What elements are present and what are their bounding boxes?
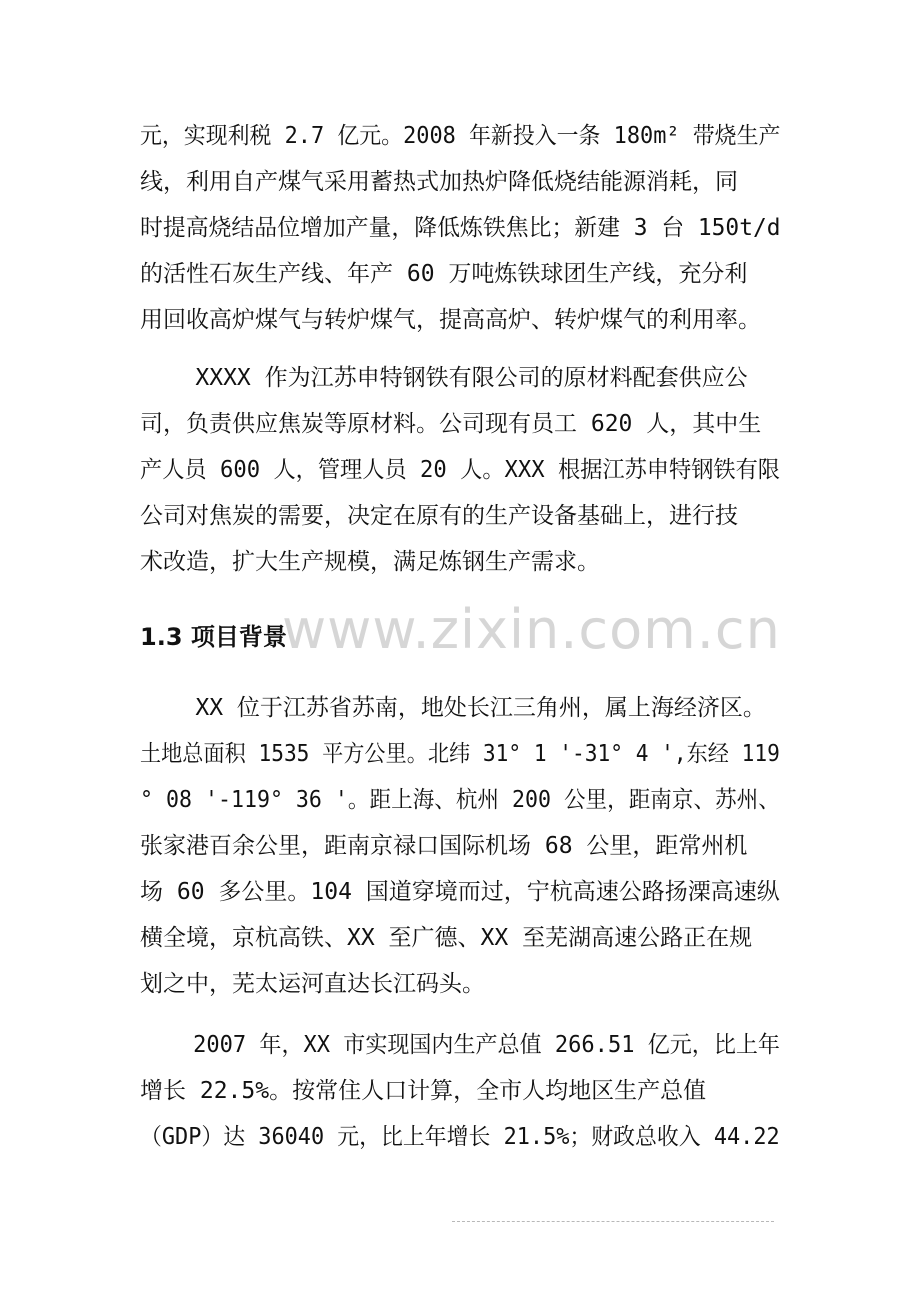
paragraph-economy: [140, 1022, 780, 1160]
paragraph-supplier: [140, 355, 780, 585]
text-line: 时提高烧结品位增加产量，降低炼铁焦比；新建 3 台 150t/d: [140, 215, 781, 241]
watermark: www.zixin.com.cn: [282, 598, 781, 661]
text-line: XX 位于江苏省苏南，地处长江三角州，属上海经济区。: [140, 695, 766, 721]
text-line: 元，实现利税 2.7 亿元。2008 年新投入一条 180m² 带烧生产: [140, 123, 781, 149]
text-line: 横全境，京杭高铁、XX 至广德、XX 至芜湖高速公路正在规: [140, 925, 753, 951]
text-line: 公司对焦炭的需要，决定在原有的生产设备基础上，进行技: [140, 503, 738, 529]
footer-divider: [452, 1221, 774, 1222]
text-line: 术改造，扩大生产规模，满足炼钢生产需求。: [140, 549, 600, 575]
text-line: 土地总面积 1535 平方公里。北纬 31° 1 '-31° 4 ',东经 119: [140, 741, 780, 767]
text-line: 2007 年，XX 市实现国内生产总值 266.51 亿元，比上年: [140, 1032, 780, 1058]
text-line: 张家港百余公里，距南京禄口国际机场 68 公里，距常州机: [140, 833, 748, 859]
paragraph-location: [140, 685, 780, 1007]
paragraph-company-output: [140, 113, 780, 343]
text-line: （GDP）达 36040 元，比上年增长 21.5%；财政总收入 44.22: [140, 1124, 780, 1150]
text-line: 划之中，芜太运河直达长江码头。: [140, 971, 485, 997]
text-line: XXXX 作为江苏申特钢铁有限公司的原材料配套供应公: [140, 365, 748, 391]
text-line: ° 08 '-119° 36 '。距上海、杭州 200 公里，距南京、苏州、: [140, 787, 780, 813]
text-line: 的活性石灰生产线、年产 60 万吨炼铁球团生产线，充分利: [140, 261, 748, 287]
text-line: 用回收高炉煤气与转炉煤气，提高高炉、转炉煤气的利用率。: [140, 307, 761, 333]
text-line: 增长 22.5%。按常住人口计算，全市人均地区生产总值: [140, 1078, 707, 1104]
section-heading: 1.3 项目背景: [140, 623, 287, 651]
text-line: 场 60 多公里。104 国道穿境而过，宁杭高速公路扬溧高速纵: [140, 879, 780, 905]
text-line: 产人员 600 人，管理人员 20 人。XXX 根据江苏申特钢铁有限: [140, 457, 781, 483]
text-line: 线，利用自产煤气采用蓄热式加热炉降低烧结能源消耗，同: [140, 169, 738, 195]
text-line: 司，负责供应焦炭等原材料。公司现有员工 620 人，其中生: [140, 411, 762, 437]
